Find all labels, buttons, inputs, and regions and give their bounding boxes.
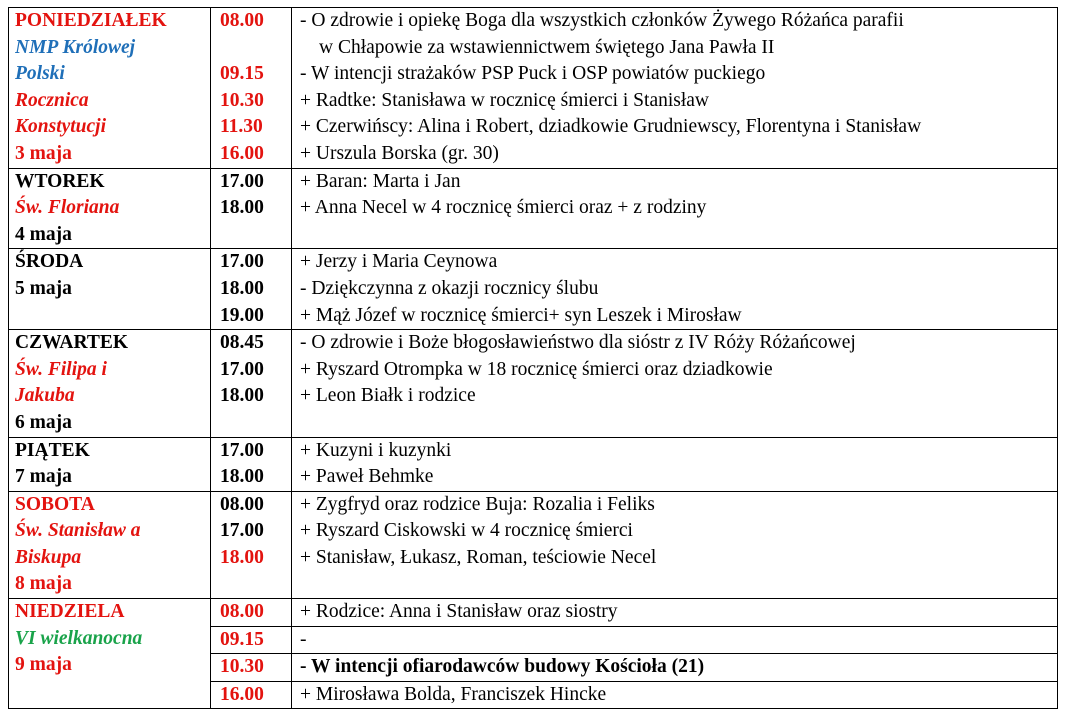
mass-intentions-table [8, 7, 1058, 709]
day-cell [9, 437, 211, 491]
day-line: Św. Stanisław a [15, 520, 141, 542]
intention-cell [292, 599, 1058, 627]
day-line: Konstytucji [15, 116, 107, 138]
intention-cell [292, 8, 1058, 169]
day-line: NMP Królowej [15, 36, 136, 58]
day-line: VI wielkanocna [15, 627, 143, 649]
time-line: 17.00 [220, 358, 264, 380]
time-line: 17.00 [220, 170, 264, 192]
intention-line: w Chłapowie za wstawiennictwem świętego Jana Pawła II [319, 36, 775, 58]
intention-line: - O zdrowie i opiekę Boga dla wszystkich członków Żywego Różańca parafii [300, 10, 904, 31]
day-line: CZWARTEK [15, 332, 129, 354]
day-line: 4 maja [15, 223, 72, 245]
intention-line: - W intencji ofiarodawców budowy Kościoła (21) [300, 656, 705, 678]
intention-line: - [300, 628, 307, 650]
time-line: 10.30 [220, 656, 264, 678]
day-line: Jakuba [15, 385, 75, 407]
day-line: SOBOTA [15, 493, 95, 515]
intention-line: + Zygfryd oraz rodzice Buja: Rozalia i Feliks [300, 493, 655, 515]
time-line: 19.00 [220, 304, 264, 326]
intention-line: + Stanisław, Łukasz, Roman, teściowie Necel [300, 546, 657, 568]
intention-cell [292, 249, 1058, 330]
day-cell [9, 491, 211, 598]
day-line: PONIEDZIAŁEK [15, 10, 167, 31]
day-line: 5 maja [15, 277, 72, 299]
intention-line: + Radtke: Stanisława w rocznicę śmierci i Stanisław [300, 89, 710, 111]
time-line: 09.15 [220, 628, 264, 650]
intention-cell [292, 437, 1058, 491]
time-line: 11.30 [220, 116, 263, 138]
day-line: Św. Filipa i [15, 358, 107, 380]
time-line: 10.30 [220, 89, 264, 111]
time-line: 17.00 [220, 251, 264, 273]
day-line: NIEDZIELA [15, 601, 125, 623]
time-line: 08.00 [220, 601, 264, 623]
day-cell [9, 330, 211, 437]
day-line: 6 maja [15, 411, 72, 433]
intention-cell [292, 168, 1058, 249]
day-row [9, 330, 1058, 437]
time-line: 18.00 [220, 546, 264, 568]
time-line: 17.00 [220, 439, 264, 461]
day-line: PIĄTEK [15, 439, 90, 461]
intention-line: + Rodzice: Anna i Stanisław oraz siostry [300, 601, 618, 623]
day-line: 3 maja [15, 142, 72, 164]
intention-line: + Mirosława Bolda, Franciszek Hincke [300, 683, 607, 705]
intention-line: + Leon Białk i rodzice [300, 385, 476, 407]
time-cell [211, 437, 292, 491]
day-row [9, 168, 1058, 249]
time-cell [211, 8, 292, 169]
day-line: WTOREK [15, 170, 105, 192]
time-line: 09.15 [220, 63, 264, 85]
time-cell [211, 249, 292, 330]
intention-line: + Mąż Józef w rocznicę śmierci+ syn Leszek i Mirosław [300, 304, 742, 326]
day-cell [9, 249, 211, 330]
time-line: 08.00 [220, 493, 264, 515]
intention-line: + Jerzy i Maria Ceynowa [300, 251, 498, 273]
time-cell [211, 599, 292, 627]
day-line: ŚRODA [15, 251, 84, 273]
time-cell [211, 654, 292, 682]
time-line: 18.00 [220, 277, 264, 299]
time-cell [211, 491, 292, 598]
intention-line: + Ryszard Ciskowski w 4 rocznicę śmierci [300, 520, 633, 542]
intention-line: + Kuzyni i kuzynki [300, 439, 452, 461]
time-cell [211, 626, 292, 654]
time-cell [211, 330, 292, 437]
day-line: 8 maja [15, 573, 72, 595]
intention-line: + Urszula Borska (gr. 30) [300, 142, 499, 164]
intention-line: + Baran: Marta i Jan [300, 170, 461, 192]
day-line: Polski [15, 63, 65, 85]
day-line: 9 maja [15, 654, 72, 676]
day-row [9, 249, 1058, 330]
day-cell [9, 8, 211, 169]
time-cell [211, 168, 292, 249]
table-body [9, 8, 1058, 709]
intention-line: - W intencji strażaków PSP Puck i OSP powiatów puckiego [300, 63, 766, 85]
time-cell [211, 681, 292, 709]
intention-line: - Dziękczynna z okazji rocznicy ślubu [300, 277, 599, 299]
time-line [220, 35, 291, 62]
intention-line: - O zdrowie i Boże błogosławieństwo dla sióstr z IV Róży Różańcowej [300, 332, 856, 354]
time-line: 08.00 [220, 10, 264, 31]
intention-cell [292, 330, 1058, 437]
sunday-slot-row [9, 599, 1058, 627]
time-line: 18.00 [220, 197, 264, 219]
intention-cell [292, 654, 1058, 682]
intention-line: + Paweł Behmke [300, 466, 434, 488]
day-line: 7 maja [15, 466, 72, 488]
time-line: 17.00 [220, 520, 264, 542]
time-line: 18.00 [220, 466, 264, 488]
day-cell [9, 599, 211, 709]
day-line: Św. Floriana [15, 197, 120, 219]
day-row [9, 491, 1058, 598]
intention-line: + Ryszard Otrompka w 18 rocznicę śmierci oraz dziadkowie [300, 358, 773, 380]
time-line: 18.00 [220, 385, 264, 407]
intention-line: + Anna Necel w 4 rocznicę śmierci oraz + z rodziny [300, 197, 707, 219]
day-row [9, 8, 1058, 169]
intention-line: + Czerwińscy: Alina i Robert, dziadkowie Grudniewscy, Florentyna i Stanisław [300, 116, 922, 138]
intention-cell [292, 491, 1058, 598]
day-row [9, 437, 1058, 491]
time-line: 08.45 [220, 332, 264, 354]
day-cell [9, 168, 211, 249]
day-line: Biskupa [15, 546, 82, 568]
time-line: 16.00 [220, 683, 264, 705]
intention-cell [292, 626, 1058, 654]
day-line: Rocznica [15, 89, 89, 111]
time-line: 16.00 [220, 142, 264, 164]
intention-cell [292, 681, 1058, 709]
